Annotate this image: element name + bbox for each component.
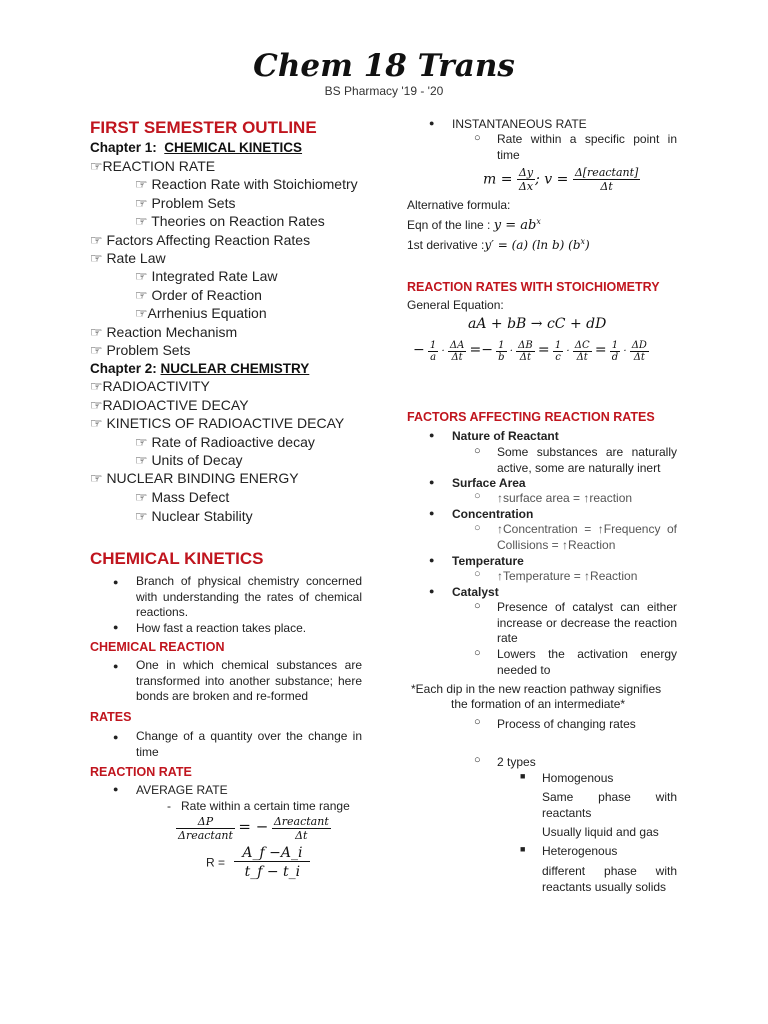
outline-item: ☞ Reaction Mechanism [90,324,238,340]
line-equation: Eqn of the line : $y = ab^x$ [407,217,541,233]
outline-item: ☞RADIOACTIVITY [90,378,210,394]
alt-formula-label: Alternative formula: [407,198,511,212]
outline-item: ☞ Mass Defect [135,489,230,505]
outline-item: ☞ Factors Affecting Reaction Rates [90,232,311,248]
list-item: ● Branch of physical chemistry concerned with understanding the rates of chemical reactions. [136,574,362,621]
list-item: ■ Homogenous [542,771,613,785]
list-item: - Rate within a certain time range [181,799,350,813]
outline-item: ☞ Problem Sets [90,342,191,358]
outline-item: ☞ KINETICS OF RADIOACTIVE DECAY [90,415,345,431]
list-item: ○ Presence of catalyst can either increase or decrease the reaction rate [497,600,677,647]
document-title: Chem 18 Trans [253,48,515,84]
list-item: ● Concentration [452,507,533,521]
section-heading: FACTORS AFFECTING REACTION RATES [407,410,655,424]
chapter-2-title: Chapter 2: NUCLEAR CHEMISTRY [90,361,310,376]
outline-item: ☞Arrhenius Equation [135,305,267,321]
list-item: ■ Heterogenous [542,844,617,858]
outline-item: ☞ Rate Law [90,250,166,266]
outline-item: ☞REACTION RATE [90,158,216,174]
list-item: ○ Some substances are naturally active, some are naturally inert [497,445,677,476]
list-item: ● Temperature [452,554,524,568]
list-item: ● Nature of Reactant [452,429,559,443]
list-item: ○ 2 types [497,755,536,769]
instantaneous-rate-equation: m = $\frac{\Delta y}{\Delta x}$ ; v = $\frac{\text{Δ[reactant]}}{\Delta t}$ [483,166,639,193]
derivative-equation: 1st derivative :y′ = (a) (ln b) $(b^x)$ [407,237,590,252]
section-heading: CHEMICAL REACTION [90,640,225,654]
outline-item: ☞ Rate of Radioactive decay [135,434,315,450]
list-item: ● INSTANTANEOUS RATE [452,117,587,131]
document-subtitle: BS Pharmacy '19 - '20 [324,84,444,98]
outline-item: ☞ Reaction Rate with Stoichiometry [135,176,358,192]
list-item: ● Catalyst [452,585,499,599]
list-item: ○ Process of changing rates [497,717,636,731]
list-item: ○ Lowers the activation energy needed to [497,647,677,678]
outline-heading: FIRST SEMESTER OUTLINE [90,118,317,137]
section-heading: RATES [90,710,132,724]
list-item: ● How fast a reaction takes place. [136,621,306,635]
list-item: ● AVERAGE RATE [136,783,228,797]
outline-item: ☞ Theories on Reaction Rates [135,213,325,229]
section-heading: REACTION RATE [90,765,192,779]
general-equation-label: General Equation: [407,298,504,312]
outline-item: ☞ Integrated Rate Law [135,268,278,284]
section-heading: REACTION RATES WITH STOICHIOMETRY [407,280,660,294]
list-item: ○ Rate within a specific point in time [497,132,677,163]
list-item: ○ ↑surface area = ↑reaction [497,491,632,505]
note-text: the formation of an intermediate* [451,697,626,711]
note-text: *Each dip in the new reaction pathway signifies [411,682,662,696]
list-item: Same phase with reactants [542,790,677,820]
outline-item: ☞ Units of Decay [135,452,243,468]
list-item: ● Surface Area [452,476,526,490]
general-equation: aA + bB → cC + dD [468,316,607,332]
outline-item: ☞ NUCLEAR BINDING ENERGY [90,470,299,486]
stoichiometry-rate-equation: − $\frac{1}{a}$ · $\frac{\Delta A}{\Delta t}$ =− $\frac{1}{b}$ · $\frac{\Delta B}{\Delta t}$ = $\frac{1}{c}$ · $\frac{\Delta C}{\Delta t}$ = $\frac{1}{d}$ · $\frac{\Delta D}{\Delta t}$ [413,340,647,363]
list-item: ○ ↑Temperature = ↑Reaction [497,569,637,583]
list-item: ● One in which chemical substances are transformed into another substance; here bonds are broken and re-formed [136,658,362,705]
outline-item: ☞ Order of Reaction [135,287,262,303]
outline-item: ☞ Problem Sets [135,195,236,211]
list-item: Usually liquid and gas [542,825,659,839]
average-rate-formula: R = $\frac{A\_f -A\_i}{t\_f - t\_i}$ [206,845,310,880]
list-item: different phase with reactants usually solids [542,864,677,894]
outline-item: ☞RADIOACTIVE DECAY [90,397,249,413]
outline-item: ☞ Nuclear Stability [135,508,253,524]
kinetics-heading: CHEMICAL KINETICS [90,549,264,568]
chapter-1-title: Chapter 1: CHEMICAL KINETICS [90,140,303,155]
average-rate-equation: $\frac{\Delta P}{\text{Δreactant}}$ = − $\frac{\text{Δreactant}}{\Delta t}$ [178,815,329,842]
list-item: ● Change of a quantity over the change in time [136,729,362,760]
list-item: ○ ↑Concentration = ↑Frequency of Collisions = ↑Reaction [497,522,677,553]
